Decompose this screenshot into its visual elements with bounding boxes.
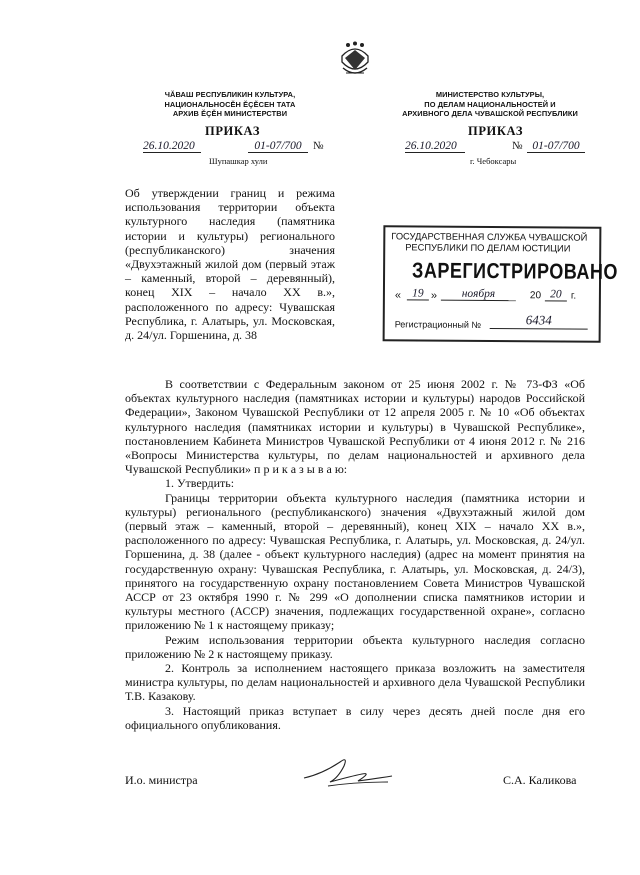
stamp-registered: ЗАРЕГИСТРИРОВАНО [412,258,618,284]
order-title-left: ПРИКАЗ [205,124,261,138]
body-item-1-regime: Режим использования территории объекта культурного наследия согласно приложению № 2 к настоящему приказу. [125,632,585,661]
stamp-year: 20 [545,288,567,301]
order-title-right: ПРИКАЗ [468,124,524,138]
stamp-line-2: РЕСПУБЛИКИ ПО ДЕЛАМ ЮСТИЦИИ [405,242,571,254]
stamp-line-1: ГОСУДАРСТВЕННАЯ СЛУЖБА ЧУВАШСКОЙ [391,231,588,243]
emblem-icon [338,40,372,80]
header-left-line: АРХИВ ĔÇĔН МИНИСТЕРСТВИ [172,109,288,118]
number-sign-left: № [313,140,324,152]
signatory-position: И.о. министра [125,773,198,787]
stamp-year-prefix: 20 [529,290,542,302]
body-item-3: 3. Настоящий приказ вступает в силу через десять дней после дня его официального опубликования. [125,703,585,732]
order-date-left: 26.10.2020 [143,140,201,153]
stamp-year-suffix: г. [570,290,577,302]
signature-mark [300,748,395,793]
order-date-right: 26.10.2020 [405,140,465,153]
stamp-date-row [395,287,595,306]
stamp-quote-open: « [394,289,402,302]
header-left-line: НАЦИОНАЛЬНОСĔН ĔÇĔСЕН ТАТА [164,99,296,109]
stamp-reg-label: Регистрационный № [394,319,482,330]
header-right-line: АРХИВНОГО ДЕЛА ЧУВАШСКОЙ РЕСПУБЛИКИ [402,109,578,118]
body-item-2: 2. Контроль за исполнением настоящего приказа возложить на заместителя министра культуры, по делам национальностей и архивного дела Чувашской Республики Т.В. Казакову. [125,661,585,704]
header-left [135,90,325,119]
number-sign-right: № [512,140,523,152]
body-item-1-text: Границы территории объекта культурного наследия (памятника истории и культуры) регионального (республиканского) значения «Двухэтажный жилой дом (первый этаж – каменный, второй – деревянный), конец XIX – начало XX в.», расположенного по адресу: Чувашская Республика, г. Алатырь, ул. Московская, д. 24/ул. Горшенина, д. 38 (далее - объект культурного наследия) (адрес на момент принятия на государственную охрану: Чувашская Республика, г. Алатырь, ул. Московская, д. 24/3), принятого на государственную охрану постановлением Совета Министров Чувашской АССР от 23 октября 1990 г. № 299 «О дополнении списка памятников истории и культуры местного (АССР) значения, подлежащих государственной охране», согласно приложению № 1 к настоящему приказу; [125,490,585,633]
stamp-reg-number: 6434 [490,312,588,330]
stamp-month: ноября [441,288,516,302]
order-number-left: 01-07/700 [248,140,308,153]
order-meta-right [405,140,600,156]
city-right: г. Чебоксары [470,156,517,166]
signatory-name: С.А. Каликова [503,773,577,787]
header-right-line: МИНИСТЕРСТВО КУЛЬТУРЫ, [435,90,545,99]
city-left: Шупашкар хули [209,156,268,166]
document-body [125,377,585,732]
stamp-day: 19 [407,287,429,300]
order-meta-left [143,140,338,156]
body-intro: В соответствии с Федеральным законом от 25 июня 2002 г. № 73-ФЗ «Об объектах культурного наследия (памятниках истории и культуры) народов Российской Федерации», Законом Чувашской Республики от 12 апреля 2005 г. № 10 «Об объектах культурного наследия (памятниках истории и культуры) в Чувашской Республике», постановлением Кабинета Министров Чувашской Республики от 4 июня 2012 г. № 216 «Вопросы Министерства культуры, по делам национальностей и архивного дела Чувашской Республики» п р и к а з ы в а ю: [125,377,585,477]
registration-stamp [383,225,618,343]
header-left-line: ЧӐВАШ РЕСПУБЛИКИН КУЛЬТУРА, [164,90,296,99]
body-item-1: 1. Утвердить: [165,476,235,491]
header-right-line: ПО ДЕЛАМ НАЦИОНАЛЬНОСТЕЙ И [424,99,556,109]
order-number-right: 01-07/700 [527,140,585,153]
header-right [385,90,595,119]
stamp-quote-close: » [430,289,438,302]
document-title: Об утверждении границ и режима использования территории объекта культурного наследия (памятника истории и культуры) регионального (республиканского) значения «Двухэтажный жилой дом (первый этаж – каменный, второй – деревянный), конец XIX – начало XX в.», расположенного по адресу: Чувашская Республика, г. Алатырь, ул. Московская, д. 24/ул. Горшенина, д. 38 [125,186,335,343]
